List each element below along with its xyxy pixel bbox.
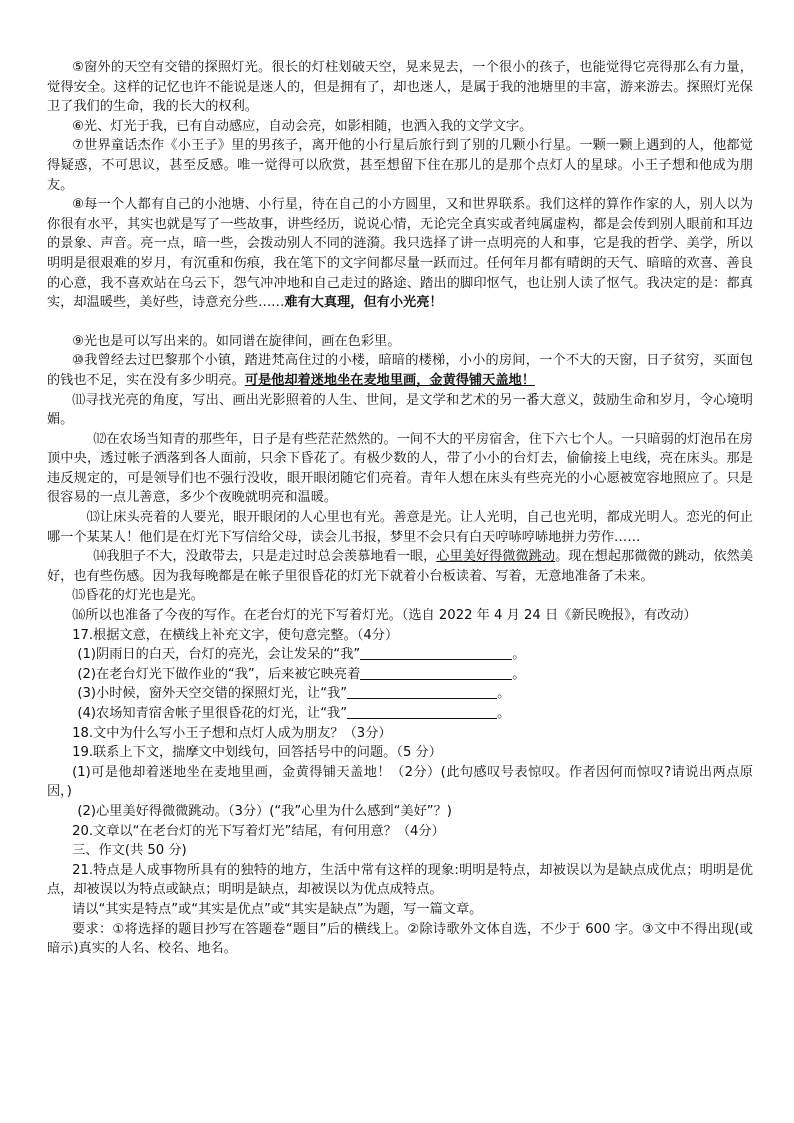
paragraph-8-emphasis: 难有大真理，但有小光亮！ — [284, 295, 443, 311]
question-17-3-text: (3)小时候，窗外天空交错的探照灯光，让“我” — [77, 686, 348, 702]
composition-prompt: 请以“其实是特点”或“其实是优点”或“其实是缺点”为题，写一篇文章。 — [72, 901, 483, 917]
question-17-1 — [47, 645, 753, 665]
question-17-2-text: (2)在老台灯光下做作业的“我”，后来被它映亮着 — [77, 666, 361, 682]
question-17-2 — [47, 665, 753, 685]
answer-blank-1[interactable] — [360, 646, 512, 660]
period: 。 — [497, 706, 511, 721]
answer-blank-4[interactable] — [347, 705, 497, 719]
paragraph-10-text: ⑩我曾经去过巴黎那个小镇，踏进梵高住过的小楼，暗暗的楼梯，小小的房间，一个不大的天窗，日子贫穷，买面包的钱也不足，实在没有多少明亮。 — [47, 353, 753, 388]
paragraph-12: ⑿在农场当知青的那些年，日子是有些茫茫然然的。一间不大的平房宿舍，住下六七个人。一只暗弱的灯泡吊在房顶中央，透过帐子洒落到各人面前，只余下昏花了。有极少数的人，带了小小的台灯去，偷偷接上电线，亮在床头。那是违反规定的，可是领导们也不强行没收，眼开眼闭随它们亮着。青年人想在床头有些亮光的小心愿被宽容地照应了。只是很容易的一点儿善意，多少个夜晚就明亮和温暖。 — [47, 431, 753, 506]
paragraph-13: ⒀让床头亮着的人要光，眼开眼闭的人心里也有光。善意是光。让人光明，自己也光明，都成光明人。恋光的何止哪一个某某人！他们是在灯光下写信给父母，读会儿书报，梦里不会只有白天哼哧哼哧地拼力劳作…… — [47, 510, 753, 545]
paragraph-10 — [47, 351, 753, 390]
question-17: 17.根据文意，在横线上补充文字，使句意完整。（4分） — [72, 627, 399, 643]
question-19-1 — [47, 763, 753, 802]
paragraph-9: ⑨光也是可以写出来的。如同谱在旋律间，画在色彩里。 — [72, 333, 401, 349]
period: 。 — [497, 686, 511, 702]
paragraph-8 — [47, 195, 753, 313]
section-heading: 三、作文(共 50 分) — [72, 843, 187, 859]
paragraph-7: ⑦世界童话杰作《小王子》里的男孩子，离开他的小行星后旅行到了别的几颗小行星。一颗一颗上遇到的人，他都觉得疑惑，不可思议，甚至反感。唯一觉得可以欣赏，甚至想留下住在那儿的是那个点灯人的星球。小王子想和他成为朋友。 — [47, 138, 753, 193]
question-19-1-quote: (1)可是他却着迷地坐在麦地里画，金黄得铺天盖地！ — [72, 764, 391, 780]
paragraph-6: ⑥光、灯光于我，已有自动感应，自动会亮，如影相随，也洒入我的文学文字。 — [72, 118, 533, 134]
question-17-4 — [47, 704, 753, 724]
paragraph-8-text: ⑧每一个人都有自己的小池塘、小行星，待在自己的小方圆里，又和世界联系。我们这样的算作作家的人，别人以为你很有水平，其实也就是写了一些故事，讲些经历，说说心情，无论完全真实或者纯属虚构，都是会传到别人眼前和耳边的景象、声音。亮一点，暗一些，会拨动别人不同的涟漪。我只选择了讲一点明亮的人和事，它是我的哲学、美学，所以明明是很艰难的岁月，有沉重和伤痕，我在笔下的文字间都尽量一跃而过。任何年月都有晴朗的天气、暗暗的欢喜、善良的心意，我不喜欢站在乌云下，怨气冲冲地和自己走过的路途、踏出的脚印怄气，也让别人读了怄气。我决定的是：都真实，却温暖些，美好些，诗意充分些…… — [47, 197, 753, 311]
paragraph-15: ⒂昏花的灯光也是光。 — [72, 588, 204, 604]
document-page — [47, 58, 753, 959]
paragraph-16: ⒃所以也准备了今夜的写作。在老台灯的光下写着灯光。（选自 2022 年 4 月 24 日《新民晚报》，有改动） — [72, 608, 697, 624]
question-19: 19.联系上下文，揣摩文中划线句，回答括号中的问题。（5 分） — [72, 745, 442, 761]
question-21: 21.特点是人成事物所具有的独特的地方，生活中常有这样的现象:明明是特点，却被误以为是缺点成优点；明明是优点，却被误以为特点或缺点；明明是缺点，却被误以为优点成特点。 — [47, 862, 753, 898]
underlined-sentence-2: 心里美好得微微跳动 — [436, 549, 556, 565]
question-19-1-text: （2分）(此句感叹号表惊叹。作者因何而惊叹?请说出两点原因，) — [47, 764, 753, 800]
composition-requirements: 要求：①将选择的题目抄写在答题卷“题目”后的横线上。②除诗歌外文体自选，不少于 600 字。③文中不得出现(或暗示)真实的人名、校名、地名。 — [47, 921, 753, 957]
paragraph-14 — [47, 547, 753, 586]
underlined-sentence-1: 可是他却着迷地坐在麦地里画，金黄得铺天盖地！ — [244, 372, 535, 388]
period: 。 — [512, 647, 526, 663]
paragraph-14-text-a: ⒁我胆子不大，没敢带去，只是走过时总会羡慕地看一眼， — [93, 549, 437, 565]
question-17-3 — [47, 684, 753, 704]
question-17-1-text: (1)阴雨日的白天，台灯的亮光，会让发呆的“我” — [77, 647, 361, 663]
answer-blank-3[interactable] — [347, 685, 497, 699]
question-19-2: (2)心里美好得微微跳动。（3分）(“我”心里为什么感到“美好”？) — [77, 803, 452, 819]
answer-blank-2[interactable] — [360, 666, 512, 680]
paragraph-5: ⑤窗外的天空有交错的探照灯光。很长的灯柱划破天空，晃来晃去，一个很小的孩子，也能觉得它亮得那么有力量，觉得安全。这样的记忆也许不能说是迷人的，但是拥有了，却也迷人，是属于我的池塘里的丰富，游来游去。探照灯光保卫了我们的生命，我的长大的权利。 — [47, 60, 753, 115]
paragraph-14-text-b: 。现在想起那微微的跳动，依然美好，也有些伤感。因为我每晚都是在帐子里很昏花的灯光下就着小台板读着、写着，无意地准备了未来。 — [47, 549, 754, 584]
question-20: 20.文章以“在老台灯的光下写着灯光”结尾，有何用意？（4分） — [72, 823, 445, 839]
period: 。 — [512, 666, 526, 682]
question-18: 18.文中为什么写小王子想和点灯人成为朋友？（3分） — [72, 725, 392, 741]
question-17-4-text: (4)农场知青宿舍帐子里很昏花的灯光，让“我” — [77, 706, 348, 721]
paragraph-11: ⑾寻找光亮的角度，写出、画出光影照着的人生、世间，是文学和艺术的另一番大意义，鼓励生命和岁月，令心境明媚。 — [47, 392, 753, 428]
